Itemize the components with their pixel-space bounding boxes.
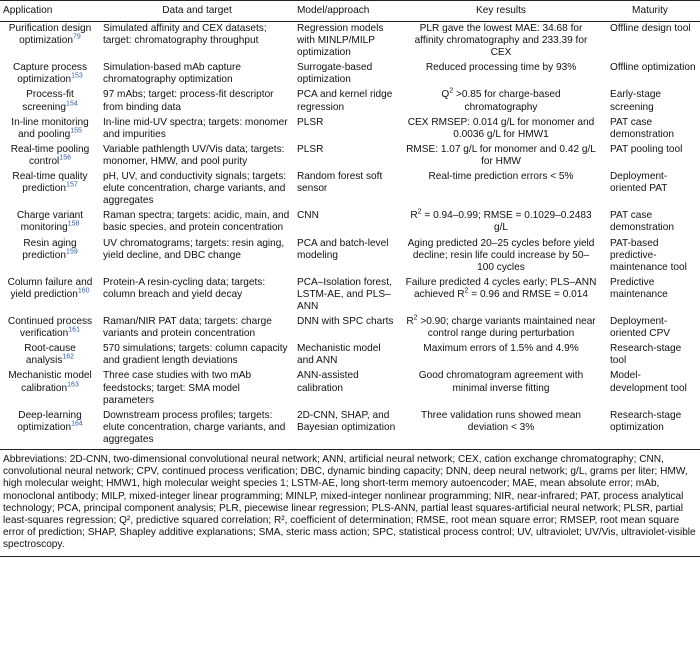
cell-model: PCA and batch-level modeling bbox=[297, 237, 389, 261]
header-data-target: Data and target bbox=[100, 1, 294, 22]
cell-data-target: Simulated affinity and CEX datasets; target: chromatography throughput bbox=[103, 23, 267, 47]
cell-application bbox=[0, 315, 100, 342]
cell-data-target: 570 simulations; targets: column capacity and gradient length deviations bbox=[103, 343, 288, 367]
application-label: Mechanistic model calibration bbox=[8, 370, 92, 394]
cell-maturity: PAT case demonstration bbox=[610, 210, 674, 234]
table-row bbox=[0, 342, 700, 369]
cell-key-results: $R^2 >0.90$; charge variants maintained near control range during perturbation bbox=[406, 314, 596, 340]
application-label: Real-time quality prediction bbox=[12, 171, 88, 195]
application-label: Process-fit screening bbox=[22, 89, 74, 113]
application-label: Resin aging prediction bbox=[22, 237, 77, 261]
cell-key-results: RMSE: 1.07 g/L for monomer and 0.42 g/L for HMW bbox=[406, 143, 596, 167]
cell-maturity: Research-stage optimization bbox=[600, 409, 700, 450]
cell-maturity: PAT-based predictive-maintenance tool bbox=[610, 237, 687, 273]
reference-link[interactable]: 160 bbox=[77, 287, 90, 295]
cell-data-target: UV chromatograms; targets: resin aging, yield decline, and DBC change bbox=[103, 237, 285, 261]
cell-application bbox=[0, 61, 100, 88]
table-row bbox=[0, 61, 700, 88]
header-maturity: Maturity bbox=[600, 1, 700, 22]
cell-maturity: Deployment-oriented CPV bbox=[610, 316, 671, 340]
cell-maturity: Offline design tool bbox=[610, 23, 691, 34]
header-model: Model/approach bbox=[294, 1, 402, 22]
cell-maturity: Deployment-oriented PAT bbox=[610, 171, 668, 195]
cell-application bbox=[0, 237, 100, 276]
application-label: Real-time pooling control bbox=[10, 143, 90, 167]
cell-model: Regression models with MINLP/MILP optimization bbox=[297, 23, 384, 59]
cell-maturity: Model-development tool bbox=[610, 370, 687, 394]
cell-data-target: Protein-A resin-cycling data; targets: column breach and yield decay bbox=[103, 276, 266, 300]
cell-data-target: Raman spectra; targets: acidic, main, and basic species, and protein concentration bbox=[103, 210, 290, 234]
cell-key-results: PLR gave the lowest MAE: 34.68 for affinity chromatography and 233.39 for CEX bbox=[414, 23, 588, 59]
cell-maturity: PAT case demonstration bbox=[610, 116, 674, 140]
cell-model: DNN with SPC charts bbox=[297, 316, 394, 328]
table-body bbox=[0, 22, 700, 450]
cell-data-target: Raman/NIR PAT data; targets: charge variants and protein concentration bbox=[103, 316, 272, 340]
cell-model: Mechanistic model and ANN bbox=[297, 343, 381, 367]
reference-link[interactable]: 158 bbox=[67, 221, 80, 229]
cell-application bbox=[0, 276, 100, 315]
application-label: Root-cause analysis bbox=[24, 343, 76, 367]
table-row bbox=[0, 143, 700, 170]
cell-application bbox=[0, 22, 100, 62]
reference-link[interactable]: 153 bbox=[71, 73, 83, 81]
cell-maturity: Offline optimization bbox=[610, 62, 696, 74]
cell-application bbox=[0, 88, 100, 115]
cell-model: Random forest soft sensor bbox=[297, 171, 383, 195]
table-row bbox=[0, 409, 700, 450]
cell-data-target: 97 mAbs; target: process-fit descriptor from binding data bbox=[103, 89, 274, 113]
header-key-results: Key results bbox=[402, 1, 600, 22]
reference-link[interactable]: 161 bbox=[68, 326, 80, 334]
table-row bbox=[0, 315, 700, 342]
cell-maturity: Research-stage tool bbox=[610, 343, 682, 367]
reference-link[interactable]: 155 bbox=[70, 127, 82, 135]
table-row bbox=[0, 276, 700, 315]
reference-link[interactable]: 162 bbox=[62, 353, 75, 361]
application-label: Continued process verification bbox=[7, 316, 93, 340]
cell-model: PCA and kernel ridge regression bbox=[297, 89, 393, 113]
cell-key-results: Real-time prediction errors < 5% bbox=[428, 171, 574, 183]
cell-maturity: Early-stage screening bbox=[610, 89, 662, 113]
application-label: Capture process optimization bbox=[12, 62, 88, 86]
application-label: Column failure and yield prediction bbox=[7, 276, 93, 300]
cell-model: CNN bbox=[297, 210, 319, 222]
abbreviations-footnote: Abbreviations: 2D-CNN, two-dimensional convolutional neural network; ANN, artificial neural network; CEX, cation exchange chromatography; CNN, convolutional neural network; CPV, continued process verification; DBC, dynamic binding capacity; DNN, deep neural network; g/L, grams per liter; HMW, high molecular weight; HMW1, high molecular weight species 1; LSTM-AE, long short-term memory autoencoder; MAE, mean absolute error; mAb, monoclonal antibody; MILP, mixed-integer linear programming; MINLP, mixed-integer nonlinear programming; NIR, near-infrared; PAT, process analytical technology; PCA, principal component analysis; PLR, piecewise linear regression; PLS-ANN, partial least squares-artificial neural network; PLSR, partial least-squares regression; Q², predictive squared correlation; R², coefficient of determination; RMSE, root mean square error; RMSEP, root mean square error of prediction; SHAP, Shapley additive explanations; SMA, steric mass action; SPC, statistical process control; UV, ultraviolet; UV/Vis, ultraviolet-visible spectroscopy. bbox=[0, 450, 700, 557]
table-row bbox=[0, 116, 700, 143]
cell-maturity: PAT pooling tool bbox=[610, 143, 683, 155]
cell-application bbox=[0, 209, 100, 236]
application-label: Charge variant monitoring bbox=[16, 210, 84, 234]
reference-link[interactable]: 159 bbox=[66, 248, 78, 256]
cell-key-results: Three validation runs showed mean deviation < 3% bbox=[402, 409, 600, 450]
cell-model: 2D-CNN, SHAP, and Bayesian optimization bbox=[294, 409, 402, 450]
cell-key-results: CEX RMSEP: 0.014 g/L for monomer and 0.0036 g/L for HMW1 bbox=[407, 116, 595, 140]
reference-link[interactable]: 157 bbox=[66, 181, 78, 189]
table-row bbox=[0, 237, 700, 276]
reference-link[interactable]: 154 bbox=[66, 100, 78, 108]
cell-key-results: Failure predicted 4 cycles early; PLS–ANN achieved $R^2 = 0.96$ and RMSE = 0.014 bbox=[405, 276, 597, 300]
cell-key-results: Maximum errors of 1.5% and 4.9% bbox=[423, 343, 579, 355]
cell-application bbox=[0, 143, 100, 170]
cell-key-results: $Q^2 >0.85$ for charge-based chromatography bbox=[441, 88, 561, 113]
cell-maturity: Predictive maintenance bbox=[610, 276, 668, 300]
application-label: Deep-learning optimization bbox=[17, 409, 82, 433]
reference-link[interactable]: 156 bbox=[59, 154, 71, 162]
cell-key-results: $R^2 = 0.94-0.99$; RMSE = 0.1029–0.2483 g/L bbox=[410, 208, 592, 234]
cell-model: PLSR bbox=[297, 143, 324, 155]
cell-model: PLSR bbox=[297, 116, 324, 128]
cell-data-target: In-line mid-UV spectra; targets: monomer and impurities bbox=[103, 116, 288, 140]
cell-application bbox=[0, 116, 100, 143]
cell-data-target: Simulation-based mAb capture chromatography optimization bbox=[103, 62, 242, 86]
cell-model: Surrogate-based optimization bbox=[297, 62, 373, 86]
application-label: Purification design optimization bbox=[8, 23, 92, 47]
cell-key-results: Reduced processing time by 93% bbox=[425, 62, 577, 74]
cell-key-results: Aging predicted 20–25 cycles before yield decline; resin life could increase by 50–100 cycles bbox=[407, 237, 595, 273]
table-row bbox=[0, 369, 700, 408]
table-row bbox=[0, 209, 700, 236]
cell-data-target: Variable pathlength UV/Vis data; targets: monomer, HMW, and pool purity bbox=[103, 143, 285, 167]
cell-model: ANN-assisted calibration bbox=[297, 370, 359, 394]
table-row bbox=[0, 170, 700, 209]
cell-model: PCA–Isolation forest, LSTM-AE, and PLS–ANN bbox=[297, 276, 392, 312]
cell-data-target: Three case studies with two mAb feedstocks; target: SMA model parameters bbox=[103, 370, 252, 406]
reference-link[interactable]: 163 bbox=[67, 381, 79, 389]
cell-application bbox=[0, 369, 100, 408]
reference-link[interactable]: 79 bbox=[73, 33, 81, 41]
application-label: In-line monitoring and pooling bbox=[11, 116, 89, 140]
cell-data-target: Downstream process profiles; targets: elute concentration, charge variants, and aggregates bbox=[100, 409, 294, 450]
cell-key-results: Good chromatogram agreement with minimal inverse fitting bbox=[418, 370, 584, 394]
cell-application bbox=[0, 170, 100, 209]
table-header-row bbox=[0, 1, 700, 22]
table-row bbox=[0, 88, 700, 115]
header-application: Application bbox=[0, 1, 100, 22]
cell-data-target: pH, UV, and conductivity signals; targets: elute concentration, charge variants, and aggregates bbox=[103, 171, 287, 207]
cell-application bbox=[0, 342, 100, 369]
table-row bbox=[0, 22, 700, 62]
reference-link[interactable]: 164 bbox=[71, 420, 83, 428]
cell-application bbox=[0, 409, 100, 450]
